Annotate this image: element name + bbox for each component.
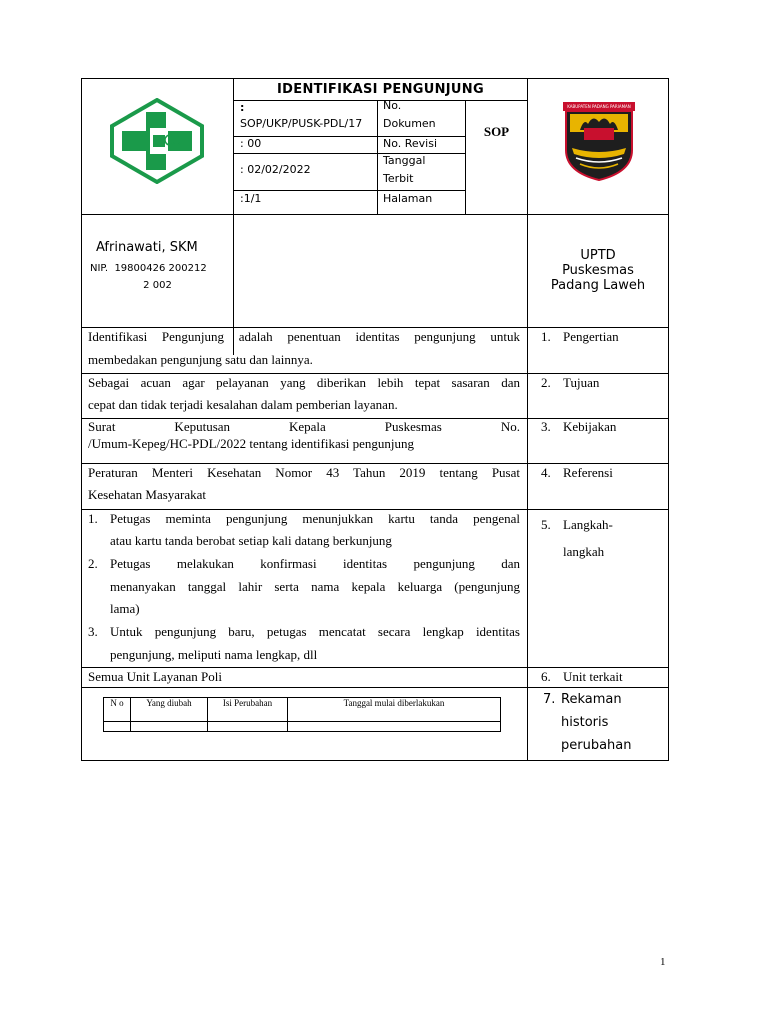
table-header-row bbox=[104, 698, 501, 722]
langkah-steps-list bbox=[88, 509, 520, 667]
section-label-kebijakan bbox=[541, 419, 616, 435]
section-label-langkah bbox=[541, 511, 613, 565]
section-label: Langkah- bbox=[563, 517, 613, 532]
seal-banner-text: KABUPATEN PADANG PARIAMAN bbox=[567, 104, 631, 109]
section-label-pengertian bbox=[541, 329, 619, 345]
step-number: 2. bbox=[88, 556, 98, 571]
regency-seal bbox=[560, 100, 638, 182]
section-label-continued: historis bbox=[561, 715, 609, 730]
date-label-2: Terbit bbox=[383, 172, 414, 185]
puskesmas-logo bbox=[110, 98, 204, 184]
step-number: 3. bbox=[88, 624, 98, 639]
doc-number-colon: : bbox=[240, 101, 245, 114]
page-label: Halaman bbox=[383, 192, 433, 205]
step-text-line: Petugas meminta pengunjung menunjukkan kartu tanda pengenal bbox=[110, 511, 520, 526]
section-label: Rekaman bbox=[561, 692, 622, 707]
table-header-cell: N o bbox=[104, 698, 131, 722]
doc-number-label-1: No. bbox=[383, 99, 402, 112]
pengertian-text-line1: Identifikasi Pengunjung adalah penentuan identitas pengunjung untuk bbox=[88, 329, 520, 344]
list-item-continuation bbox=[110, 529, 392, 552]
list-item bbox=[88, 552, 520, 575]
step-text-line: lama) bbox=[110, 601, 140, 616]
table-row bbox=[104, 722, 501, 732]
page-value: :1/1 bbox=[240, 192, 262, 205]
tujuan-text-line1: Sebagai acuan agar pelayanan yang diberikan lebih tepat sasaran dan bbox=[88, 375, 520, 390]
revision-value: : 00 bbox=[240, 137, 262, 150]
section-number: 2. bbox=[541, 375, 551, 390]
doc-number-label-2: Dokumen bbox=[383, 117, 436, 130]
section-label: Referensi bbox=[563, 465, 613, 480]
section-label-unit-terkait bbox=[541, 669, 623, 685]
kebijakan-text-line2: /Umum-Kepeg/HC-PDL/2022 tentang identifikasi pengunjung bbox=[88, 436, 415, 451]
section-number: 5. bbox=[541, 517, 551, 532]
step-text-line: pengunjung, meliputi nama lengkap, dll bbox=[110, 647, 318, 662]
section-label: Tujuan bbox=[563, 375, 600, 390]
step-text-line: menanyakan tanggal lahir serta nama kepala keluarga (pengunjung bbox=[110, 579, 520, 594]
section-label-continued: perubahan bbox=[561, 738, 632, 753]
date-label-1: Tanggal bbox=[383, 154, 426, 167]
step-text-line: atau kartu tanda berobat setiap kali datang berkunjung bbox=[110, 533, 392, 548]
section-number: 1. bbox=[541, 329, 551, 344]
list-item-continuation bbox=[110, 575, 520, 598]
revision-label: No. Revisi bbox=[383, 137, 438, 150]
section-label-rekaman bbox=[543, 688, 632, 757]
kebijakan-text-line1: Surat Keputusan Kepala Puskesmas No. bbox=[88, 419, 520, 434]
section-number: 3. bbox=[541, 419, 551, 434]
tujuan-text-line2: cepat dan tidak terjadi kesalahan dalam pemberian layanan. bbox=[88, 397, 398, 412]
referensi-text-line1: Peraturan Menteri Kesehatan Nomor 43 Tahun 2019 tentang Pusat bbox=[88, 465, 520, 480]
signatory-nip-line2: 2 002 bbox=[143, 280, 172, 291]
doc-number-value: SOP/UKP/PUSK-PDL/17 bbox=[240, 117, 363, 130]
page-number: 1 bbox=[660, 956, 666, 968]
section-label: Pengertian bbox=[563, 329, 619, 344]
pengertian-text-line2: membedakan pengunjung satu dan lainnya. bbox=[88, 352, 313, 367]
section-label: Kebijakan bbox=[563, 419, 617, 434]
table-header-cell: Isi Perubahan bbox=[208, 698, 288, 722]
table-header-cell: Yang diubah bbox=[131, 698, 208, 722]
signatory-nip-line1: NIP. 19800426 200212 bbox=[90, 263, 207, 274]
section-number: 7. bbox=[543, 692, 556, 707]
list-item bbox=[88, 507, 520, 530]
list-item-continuation bbox=[110, 597, 140, 620]
table-header-cell: Tanggal mulai diberlakukan bbox=[288, 698, 501, 722]
step-number: 1. bbox=[88, 511, 98, 526]
list-item bbox=[88, 620, 520, 643]
section-number: 4. bbox=[541, 465, 551, 480]
section-label: Unit terkait bbox=[563, 669, 623, 684]
unit-terkait-text: Semua Unit Layanan Poli bbox=[88, 669, 222, 684]
step-text-line: Petugas melakukan konfirmasi identitas pengunjung dan bbox=[110, 556, 520, 571]
signatory-name: Afrinawati, SKM bbox=[96, 240, 198, 255]
org-name-line1: UPTD bbox=[580, 248, 616, 263]
section-label-continued: langkah bbox=[563, 544, 605, 559]
section-number: 6. bbox=[541, 669, 551, 684]
referensi-text-line2: Kesehatan Masyarakat bbox=[88, 487, 207, 502]
date-value: : 02/02/2022 bbox=[240, 163, 311, 176]
revision-history-table bbox=[103, 697, 501, 732]
sop-label: SOP bbox=[483, 124, 510, 139]
step-text-line: Untuk pengunjung baru, petugas mencatat secara lengkap identitas bbox=[110, 624, 520, 639]
document-title: IDENTIFIKASI PENGUNJUNG bbox=[277, 82, 484, 97]
org-name-line2: Puskesmas bbox=[562, 263, 634, 278]
list-item-continuation bbox=[110, 643, 317, 666]
section-label-tujuan bbox=[541, 375, 599, 391]
org-name-line3: Padang Laweh bbox=[550, 278, 646, 293]
section-label-referensi bbox=[541, 465, 613, 481]
